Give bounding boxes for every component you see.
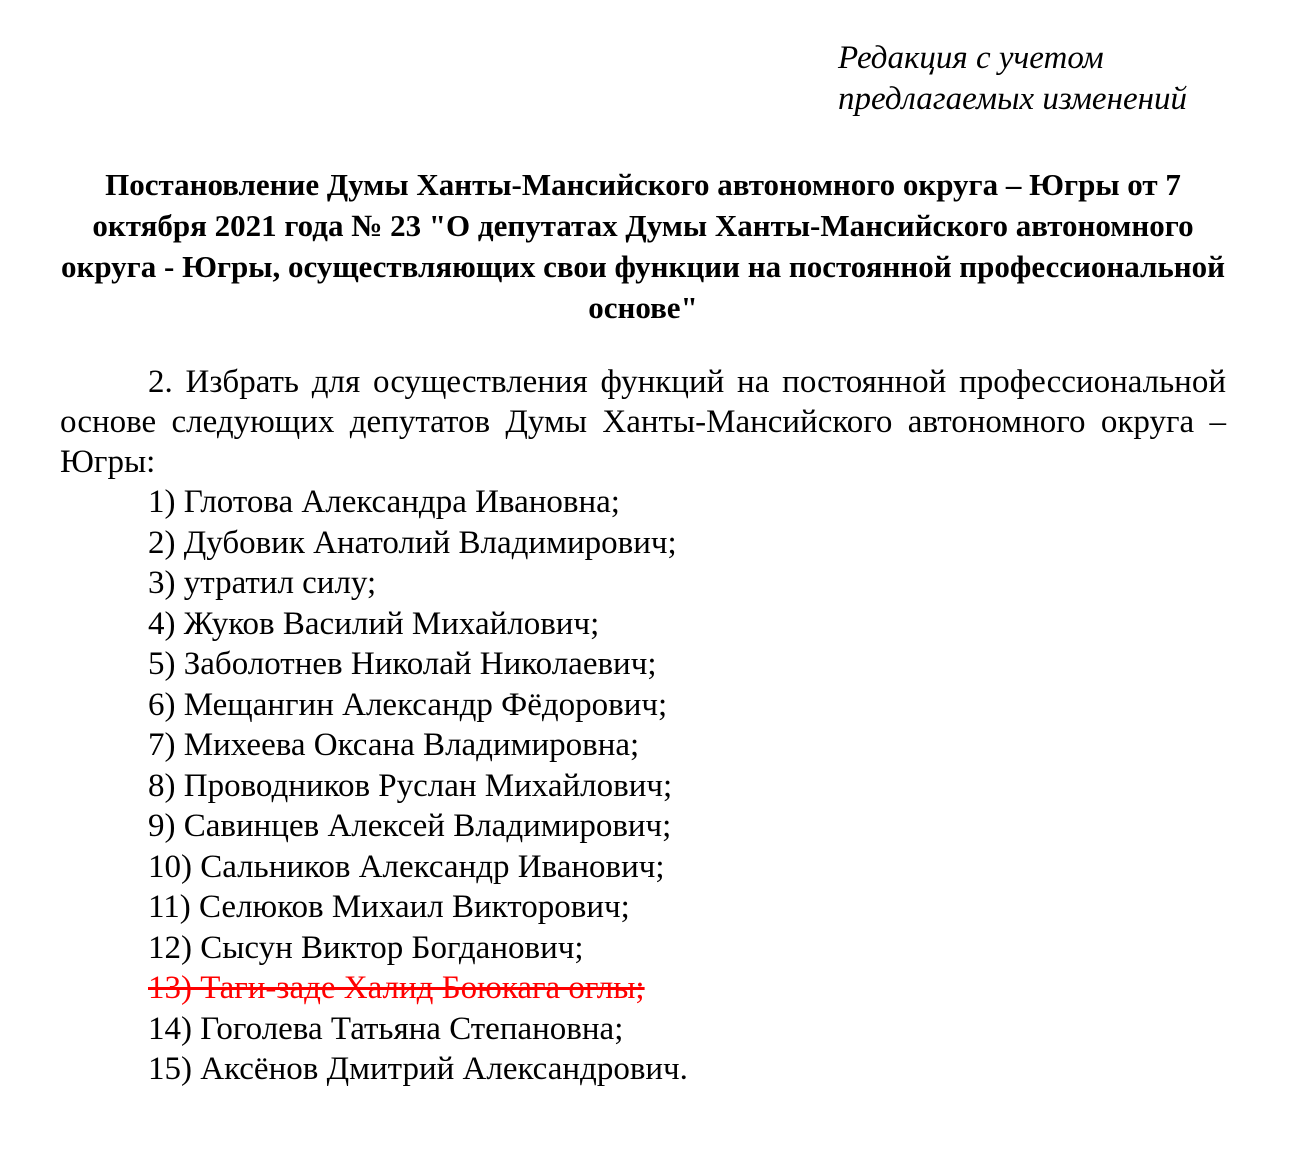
edition-note-line-2: предлагаемых изменений bbox=[838, 81, 1187, 117]
list-item: 2) Дубовик Анатолий Владимирович; bbox=[148, 524, 677, 561]
list-item: 10) Сальников Александр Иванович; bbox=[148, 848, 665, 885]
list-item: 12) Сысун Виктор Богданович; bbox=[148, 929, 584, 966]
edition-note-line-1: Редакция с учетом bbox=[838, 40, 1104, 76]
list-item: 3) утратил силу; bbox=[148, 565, 377, 601]
list-item: 5) Заболотнев Николай Николаевич; bbox=[148, 646, 657, 682]
edition-note bbox=[838, 38, 1278, 120]
list-item: 1) Глотова Александра Ивановна; bbox=[148, 484, 620, 520]
list-item: 14) Гоголева Татьяна Степановна; bbox=[148, 1010, 624, 1047]
list-item: 8) Проводников Руслан Михайлович; bbox=[148, 767, 673, 804]
list-item: 6) Мещангин Александр Фёдорович; bbox=[148, 686, 668, 723]
list-item: 7) Михеева Оксана Владимировна; bbox=[148, 727, 640, 763]
intro-paragraph: 2. Избрать для осуществления функций на постоянной профессиональной основе следующих депутатов Думы Ханты-Мансийского автономного округа – Югры: bbox=[60, 364, 1226, 480]
list-item: 9) Савинцев Алексей Владимирович; bbox=[148, 808, 672, 844]
list-item: 11) Селюков Михаил Викторович; bbox=[148, 889, 630, 925]
list-item: 4) Жуков Василий Михайлович; bbox=[148, 605, 600, 642]
deputy-list bbox=[148, 482, 688, 1090]
list-item-struck: 13) Таги-заде Халид Боюкага оглы; bbox=[148, 970, 645, 1006]
list-item: 15) Аксёнов Дмитрий Александрович. bbox=[148, 1051, 688, 1087]
document-title: Постановление Думы Ханты-Мансийского автономного округа – Югры от 7 октября 2021 года № 23 "О депутатах Думы Ханты-Мансийского автономного округа - Югры, осуществляющих свои функции на постоянной профессиональной основе" bbox=[60, 167, 1226, 325]
